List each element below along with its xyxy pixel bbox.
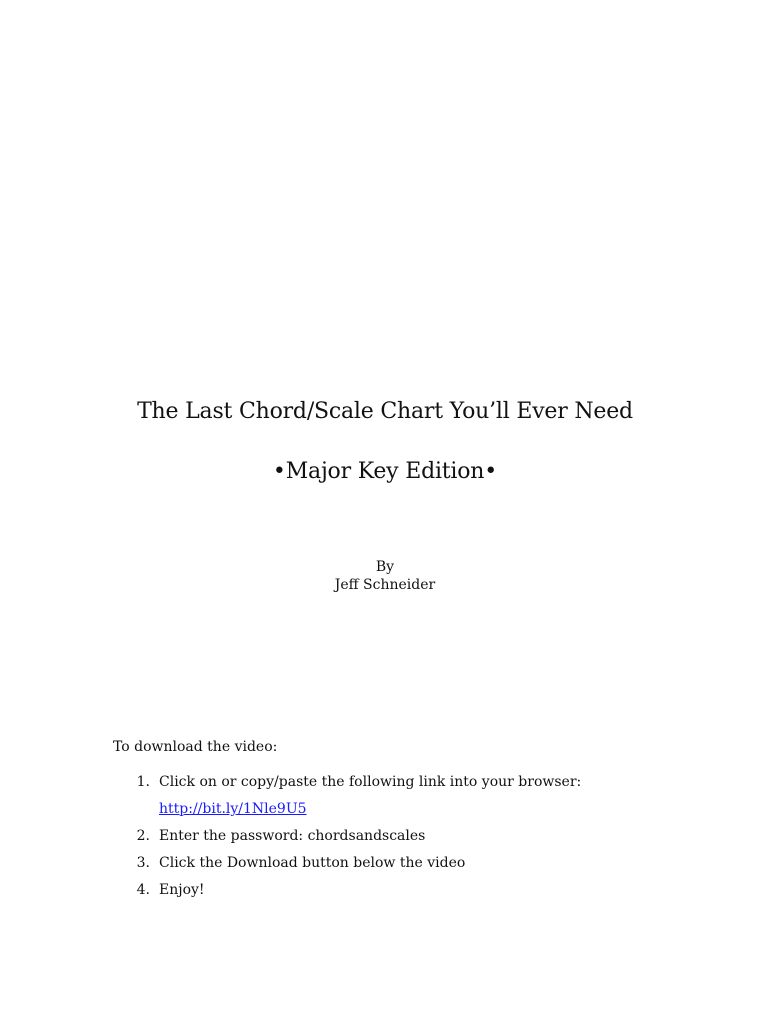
download-steps-list xyxy=(113,773,581,908)
author-name: Jeff Schneider xyxy=(334,577,436,593)
download-intro: To download the video: xyxy=(113,739,278,755)
byline-label: By xyxy=(375,559,395,575)
step-text: Click the Download button below the video xyxy=(159,855,466,871)
list-item xyxy=(113,881,581,899)
list-item xyxy=(113,827,581,845)
step-number: 4. xyxy=(136,882,150,898)
step-number: 2. xyxy=(136,828,150,844)
list-item xyxy=(113,854,581,872)
step-number: 1. xyxy=(136,774,150,790)
list-item xyxy=(113,773,581,818)
step-text: Click on or copy/paste the following link into your browser: xyxy=(159,774,582,790)
video-link[interactable]: http://bit.ly/1Nle9U5 xyxy=(159,801,307,817)
step-text: Enjoy! xyxy=(159,882,205,898)
step-text: Enter the password: chordsandscales xyxy=(159,828,426,844)
document-title: The Last Chord/Scale Chart You’ll Ever Need xyxy=(137,399,633,424)
document-subtitle: •Major Key Edition• xyxy=(272,459,498,484)
step-number: 3. xyxy=(136,855,150,871)
